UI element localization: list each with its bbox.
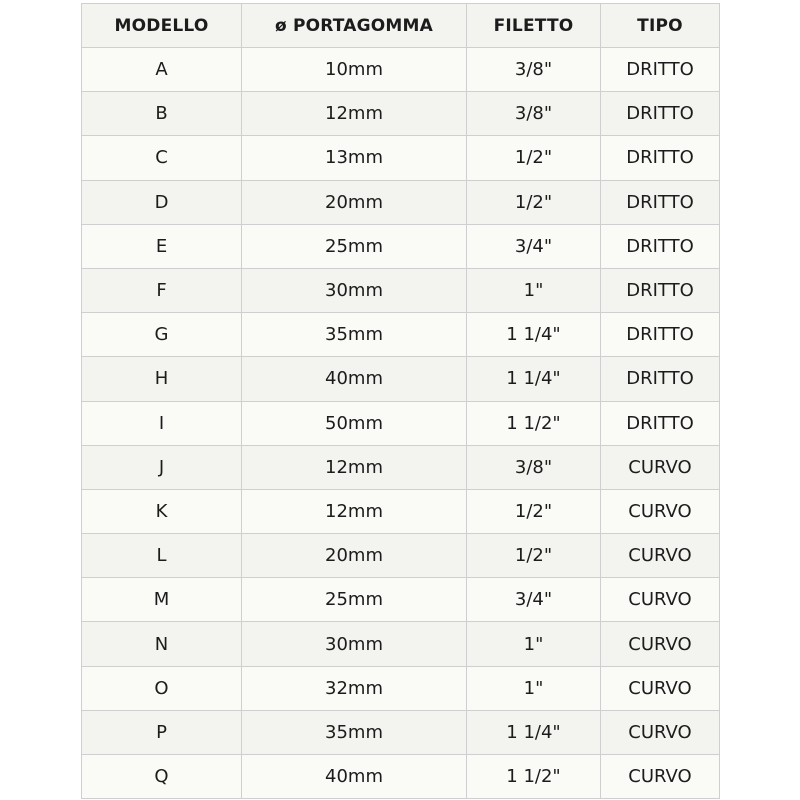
header-portagomma: ø PORTAGOMMA [242,4,467,48]
header-modello: MODELLO [82,4,242,48]
cell-portagomma: 20mm [242,534,467,578]
cell-tipo: DRITTO [601,357,720,401]
cell-filetto: 1 1/2" [467,401,601,445]
cell-portagomma: 35mm [242,313,467,357]
cell-modello: M [82,578,242,622]
cell-portagomma: 12mm [242,92,467,136]
table-row [82,666,720,710]
cell-modello: A [82,48,242,92]
cell-portagomma: 13mm [242,136,467,180]
cell-portagomma: 32mm [242,666,467,710]
cell-modello: H [82,357,242,401]
table-row [82,357,720,401]
cell-portagomma: 40mm [242,357,467,401]
cell-tipo: CURVO [601,578,720,622]
cell-tipo: CURVO [601,489,720,533]
cell-portagomma: 50mm [242,401,467,445]
cell-filetto: 1" [467,622,601,666]
cell-tipo: DRITTO [601,401,720,445]
cell-portagomma: 20mm [242,180,467,224]
table-header [82,4,720,48]
header-row [82,4,720,48]
cell-tipo: CURVO [601,666,720,710]
cell-modello: E [82,224,242,268]
table-row [82,401,720,445]
cell-tipo: CURVO [601,710,720,754]
cell-modello: F [82,268,242,312]
table-row [82,710,720,754]
cell-modello: C [82,136,242,180]
cell-filetto: 3/8" [467,445,601,489]
cell-filetto: 1" [467,268,601,312]
table-row [82,622,720,666]
table-row [82,313,720,357]
cell-portagomma: 12mm [242,489,467,533]
table-row [82,180,720,224]
cell-filetto: 1 1/4" [467,313,601,357]
table-row [82,534,720,578]
cell-filetto: 1/2" [467,136,601,180]
cell-modello: K [82,489,242,533]
table-row [82,224,720,268]
cell-portagomma: 40mm [242,755,467,799]
table-row [82,92,720,136]
cell-portagomma: 30mm [242,622,467,666]
table-body [82,48,720,799]
table-row [82,578,720,622]
cell-filetto: 1 1/4" [467,357,601,401]
cell-modello: P [82,710,242,754]
cell-filetto: 1" [467,666,601,710]
cell-tipo: DRITTO [601,92,720,136]
table-row [82,445,720,489]
cell-portagomma: 10mm [242,48,467,92]
cell-filetto: 3/8" [467,48,601,92]
cell-modello: I [82,401,242,445]
cell-tipo: DRITTO [601,136,720,180]
cell-tipo: DRITTO [601,313,720,357]
cell-modello: O [82,666,242,710]
cell-modello: N [82,622,242,666]
cell-modello: B [82,92,242,136]
cell-portagomma: 12mm [242,445,467,489]
cell-portagomma: 25mm [242,224,467,268]
cell-tipo: CURVO [601,534,720,578]
cell-filetto: 3/4" [467,578,601,622]
cell-portagomma: 35mm [242,710,467,754]
cell-filetto: 1/2" [467,534,601,578]
spec-table-container [81,3,719,799]
cell-tipo: DRITTO [601,180,720,224]
cell-modello: J [82,445,242,489]
table-row [82,48,720,92]
cell-portagomma: 30mm [242,268,467,312]
table-row [82,755,720,799]
cell-modello: D [82,180,242,224]
cell-tipo: CURVO [601,622,720,666]
cell-filetto: 1/2" [467,180,601,224]
header-filetto: FILETTO [467,4,601,48]
cell-modello: L [82,534,242,578]
cell-filetto: 1 1/2" [467,755,601,799]
cell-filetto: 1/2" [467,489,601,533]
cell-portagomma: 25mm [242,578,467,622]
cell-filetto: 1 1/4" [467,710,601,754]
header-tipo: TIPO [601,4,720,48]
cell-modello: G [82,313,242,357]
table-row [82,268,720,312]
cell-modello: Q [82,755,242,799]
cell-filetto: 3/8" [467,92,601,136]
cell-tipo: CURVO [601,445,720,489]
cell-tipo: CURVO [601,755,720,799]
cell-tipo: DRITTO [601,224,720,268]
cell-tipo: DRITTO [601,48,720,92]
cell-tipo: DRITTO [601,268,720,312]
table-row [82,136,720,180]
table-row [82,489,720,533]
cell-filetto: 3/4" [467,224,601,268]
spec-table [81,3,720,799]
